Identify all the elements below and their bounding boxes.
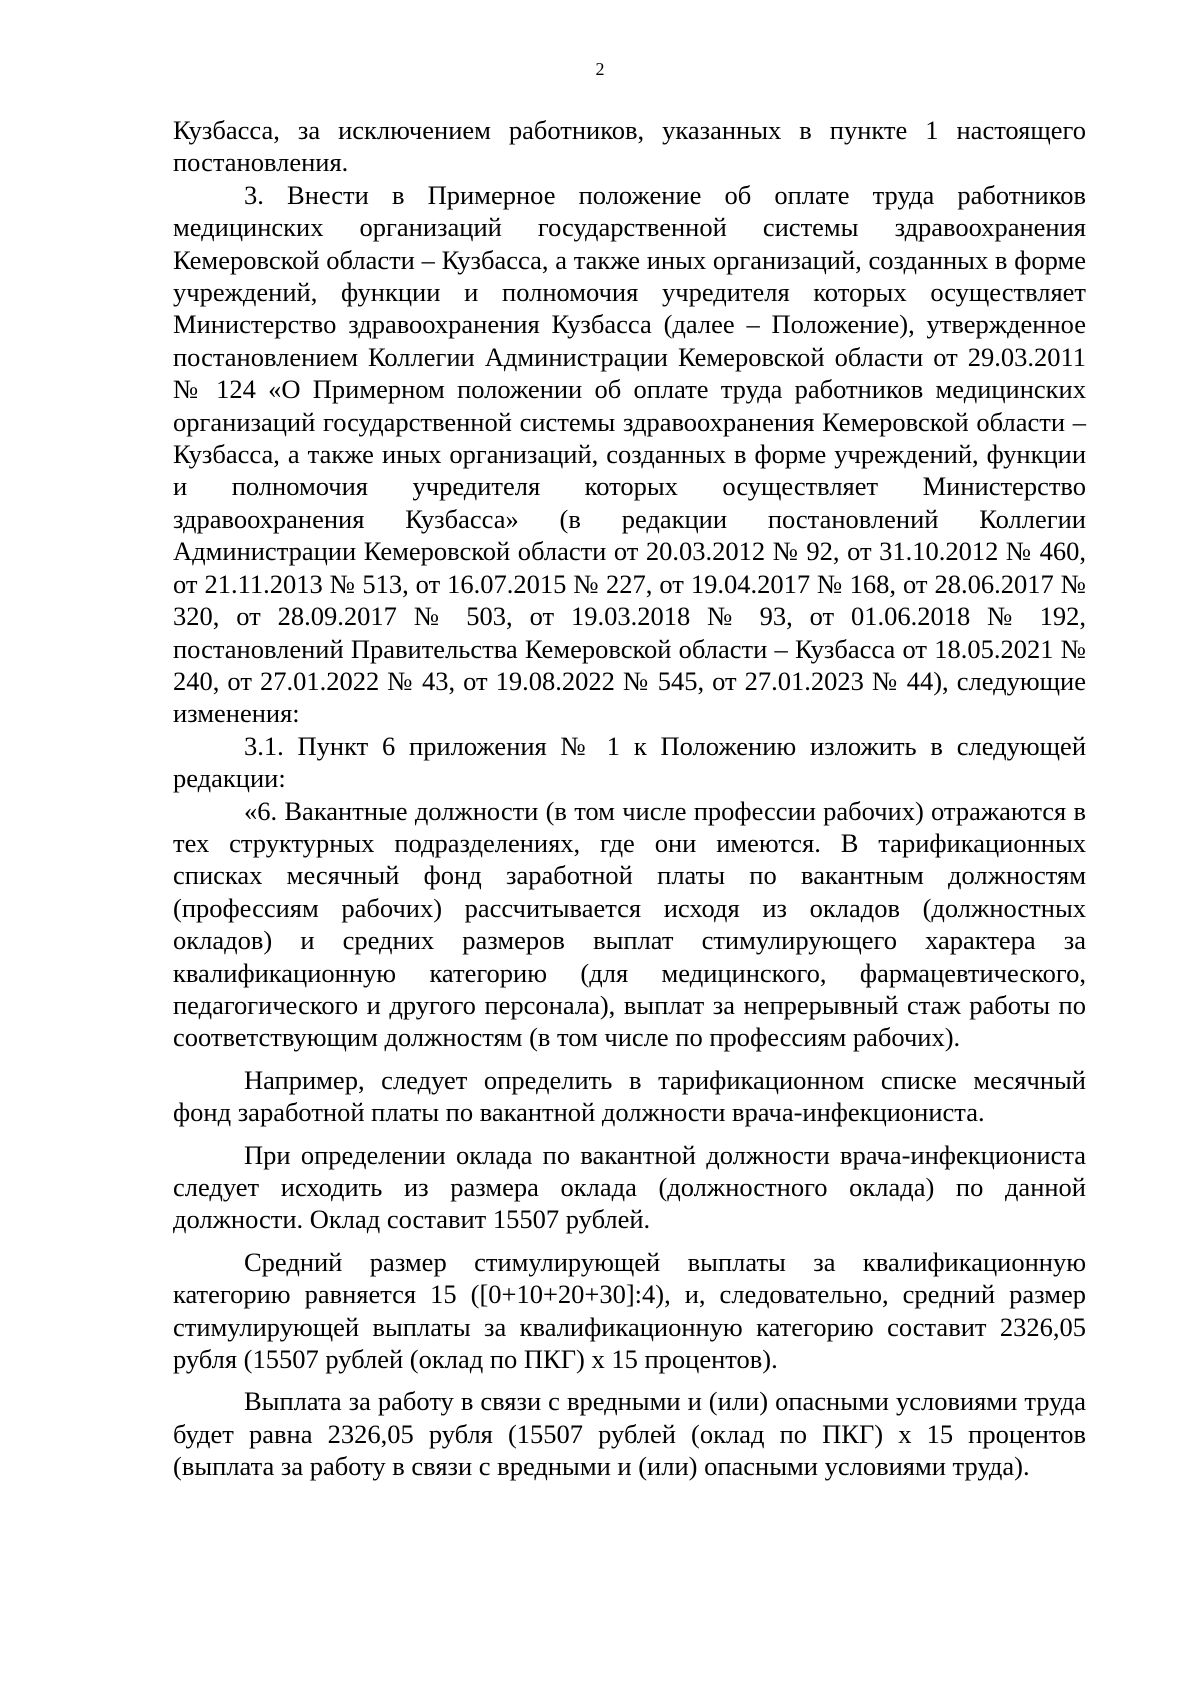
paragraph-quoted-item-6: «6. Вакантные должности (в том числе профессии рабочих) отражаются в тех структурных подразделениях, где они имеются. В тарификационных списках месячный фонд заработной платы по вакантным должностям (профессиям рабочих) рассчитывается исходя из окладов (должностных окладов) и средних размеров выплат стимулирующего характера за квалификационную категорию (для медицинского, фармацевтического, педагогического и другого персонала), выплат за непрерывный стаж работы по соответствующим должностям (в том числе по профессиям рабочих).	[173, 795, 1086, 1053]
document-body	[173, 114, 1086, 1483]
paragraph-category-payment: Средний размер стимулирующей выплаты за квалификационную категорию равняется 15 ([0+10+20+30]:4), и, следовательно, средний размер стимулирующей выплаты за квалификационную категорию составит 2326,05 рубля (15507 рублей (оклад по ПКГ) х 15 процентов).	[173, 1246, 1086, 1375]
paragraph-salary-calculation: При определении оклада по вакантной должности врача-инфекциониста следует исходить из размера оклада (должностного оклада) по данной должности. Оклад составит 15507 рублей.	[173, 1139, 1086, 1235]
paragraph-continuation: Кузбасса, за исключением работников, указанных в пункте 1 настоящего постановления.	[173, 115, 1086, 178]
page-number: 2	[595, 59, 605, 79]
paragraph-item-3: 3. Внести в Примерное положение об оплате труда работников медицинских организаций государственной системы здравоохранения Кемеровской области – Кузбасса, а также иных организаций, созданных в форме учреждений, функции и полномочия учредителя которых осуществляет Министерство здравоохранения Кузбасса (далее – Положение), утвержденное постановлением Коллегии Администрации Кемеровской области от 29.03.2011 № 124 «О Примерном положении об оплате труда работников медицинских организаций государственной системы здравоохранения Кемеровской области – Кузбасса, а также иных организаций, созданных в форме учреждений, функции и полномочия учредителя которых осуществляет Министерство здравоохранения Кузбасса» (в редакции постановлений Коллегии Администрации Кемеровской области от 20.03.2012 № 92, от 31.10.2012 № 460, от 21.11.2013 № 513, от 16.07.2015 № 227, от 19.04.2017 № 168, от 28.06.2017 № 320, от 28.09.2017 № 503, от 19.03.2018 № 93, от 01.06.2018 № 192, постановлений Правительства Кемеровской области – Кузбасса от 18.05.2021 № 240, от 27.01.2022 № 43, от 19.08.2022 № 545, от 27.01.2023 № 44), следующие изменения:	[173, 179, 1086, 729]
paragraph-item-3-1: 3.1. Пункт 6 приложения № 1 к Положению изложить в следующей редакции:	[173, 730, 1086, 794]
paragraph-hazard-payment: Выплата за работу в связи с вредными и (или) опасными условиями труда будет равна 2326,05 рубля (15507 рублей (оклад по ПКГ) х 15 процентов (выплата за работу в связи с вредными и (или) опасными условиями труда).	[173, 1386, 1086, 1482]
paragraph-example-intro: Например, следует определить в тарификационном списке месячный фонд заработной платы по вакантной должности врача-инфекциониста.	[173, 1064, 1086, 1128]
